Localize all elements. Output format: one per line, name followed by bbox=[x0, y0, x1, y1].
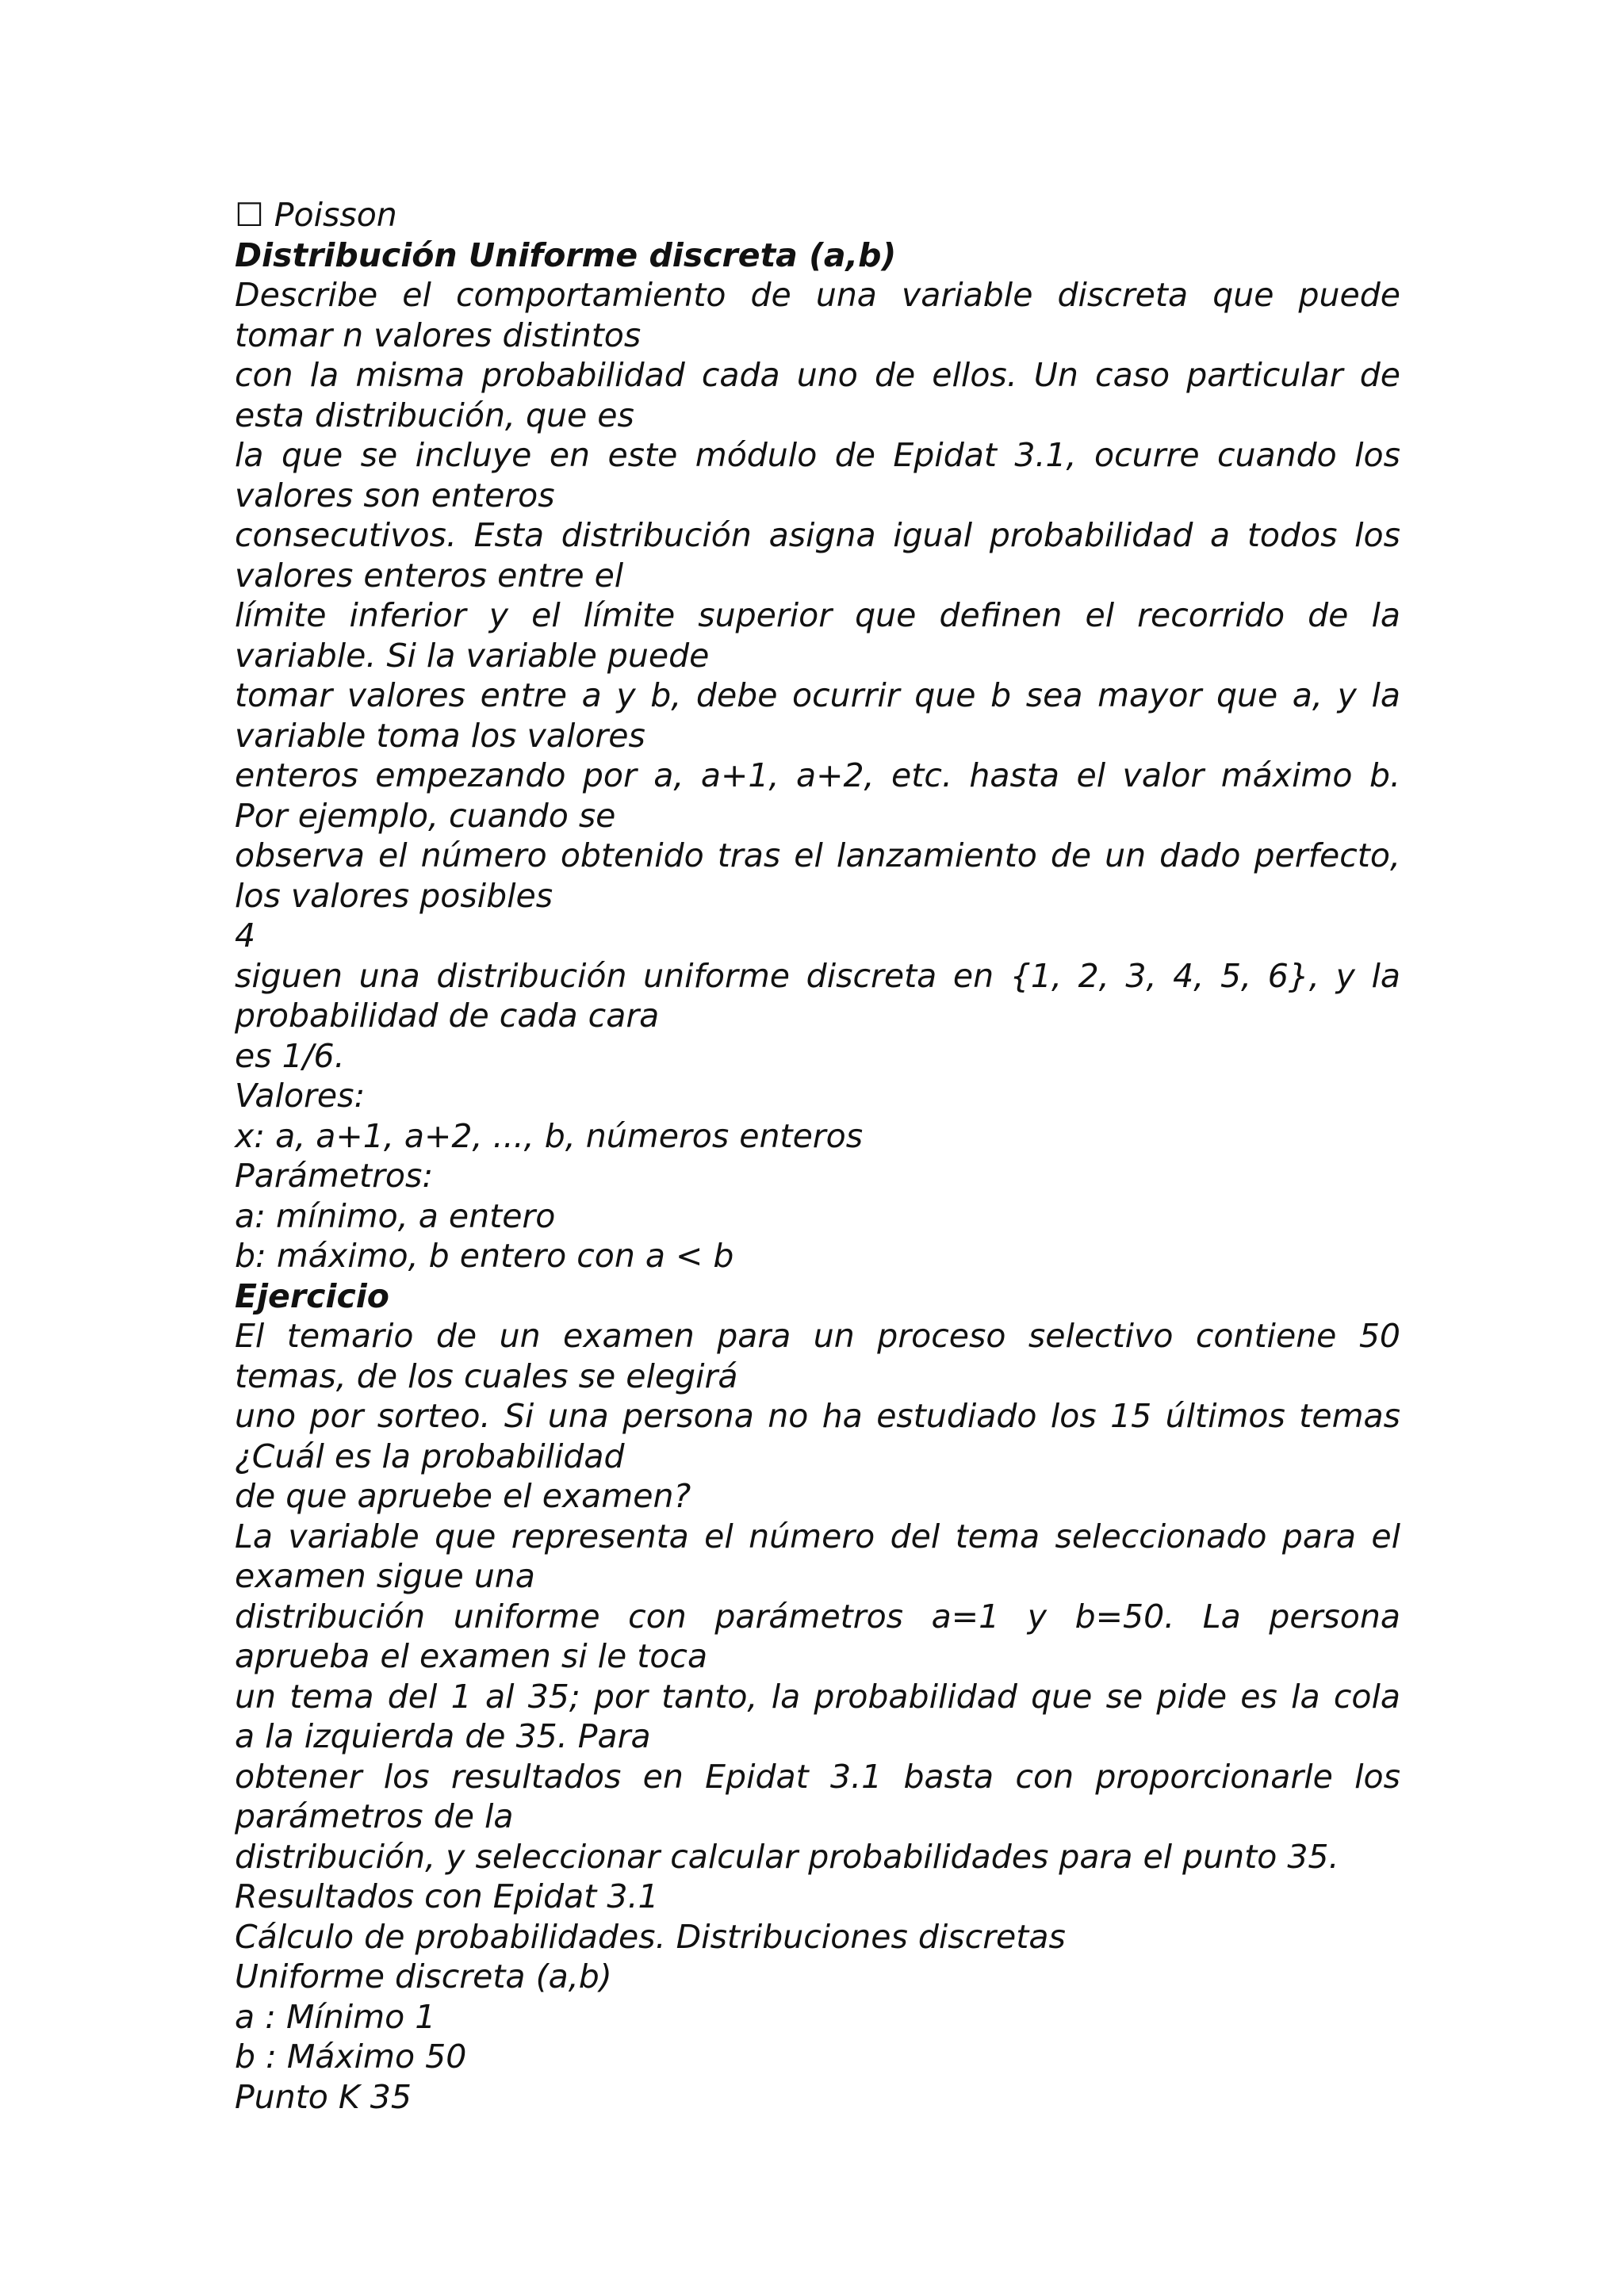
text-line: obtener los resultados en Epidat 3.1 basta con proporcionarle los bbox=[235, 1757, 1400, 1796]
text-line: un tema del 1 al 35; por tanto, la probabilidad que se pide es la cola bbox=[235, 1677, 1400, 1716]
section-heading: Distribución Uniforme discreta (a,b) bbox=[235, 235, 897, 274]
text-line: b : Máximo 50 bbox=[235, 2038, 467, 2076]
text-line: valores son enteros bbox=[235, 476, 555, 515]
text-line: parámetros de la bbox=[235, 1797, 514, 1835]
text-line: límite inferior y el límite superior que definen el recorrido de la bbox=[235, 596, 1400, 634]
text-line: la que se incluye en este módulo de Epidat 3.1, ocurre cuando los bbox=[235, 436, 1400, 474]
text-line: a la izquierda de 35. Para bbox=[235, 1717, 651, 1755]
text-line: examen sigue una bbox=[235, 1557, 535, 1595]
text-line: uno por sorteo. Si una persona no ha estudiado los 15 últimos temas bbox=[235, 1397, 1400, 1435]
text-line: b: máximo, b entero con a < b bbox=[235, 1237, 734, 1275]
text-line: x: a, a+1, a+2, ..., b, números enteros bbox=[235, 1116, 864, 1155]
text-line: de que apruebe el examen? bbox=[235, 1477, 691, 1515]
text-line: consecutivos. Esta distribución asigna igual probabilidad a todos los bbox=[235, 516, 1400, 554]
text-line: Parámetros: bbox=[235, 1157, 434, 1195]
text-line: 4 bbox=[235, 916, 256, 955]
text-line: ¿Cuál es la probabilidad bbox=[235, 1437, 625, 1475]
text-line: aprueba el examen si le toca bbox=[235, 1637, 708, 1675]
text-line: probabilidad de cada cara bbox=[235, 997, 660, 1035]
text-line: observa el número obtenido tras el lanzamiento de un dado perfecto, bbox=[235, 836, 1400, 874]
text-line: enteros empezando por a, a+1, a+2, etc. hasta el valor máximo b. bbox=[235, 756, 1400, 794]
text-line: temas, de los cuales se elegirá bbox=[235, 1357, 738, 1395]
text-line: variable toma los valores bbox=[235, 716, 645, 755]
text-line: valores enteros entre el bbox=[235, 556, 624, 595]
text-line: los valores posibles bbox=[235, 876, 553, 915]
text-line: Punto K 35 bbox=[235, 2077, 412, 2116]
section-heading: Ejercicio bbox=[235, 1276, 389, 1315]
text-line: distribución, y seleccionar calcular probabilidades para el punto 35. bbox=[235, 1837, 1339, 1876]
text-line: tomar valores entre a y b, debe ocurrir que b sea mayor que a, y la bbox=[235, 676, 1400, 714]
text-line: a : Mínimo 1 bbox=[235, 1997, 436, 2036]
text-line: Resultados con Epidat 3.1 bbox=[235, 1877, 659, 1915]
text-line: Uniforme discreta (a,b) bbox=[235, 1957, 612, 1996]
text-line: Por ejemplo, cuando se bbox=[235, 796, 616, 835]
text-line: distribución uniforme con parámetros a=1 y b=50. La persona bbox=[235, 1597, 1400, 1636]
text-line: es 1/6. bbox=[235, 1036, 345, 1075]
text-line: El temario de un examen para un proceso selectivo contiene 50 bbox=[235, 1317, 1400, 1355]
text-line: variable. Si la variable puede bbox=[235, 636, 710, 675]
text-line: tomar n valores distintos bbox=[235, 316, 642, 354]
text-line: siguen una distribución uniforme discreta en {1, 2, 3, 4, 5, 6}, y la bbox=[235, 956, 1400, 995]
text-line: ☐ Poisson bbox=[235, 196, 397, 234]
text-line: Valores: bbox=[235, 1077, 366, 1115]
text-line: Describe el comportamiento de una variable discreta que puede bbox=[235, 276, 1400, 314]
text-line: La variable que representa el número del tema seleccionado para el bbox=[235, 1517, 1400, 1556]
document-body bbox=[235, 195, 1400, 2117]
text-line: con la misma probabilidad cada uno de ellos. Un caso particular de bbox=[235, 356, 1400, 394]
text-line: a: mínimo, a entero bbox=[235, 1196, 556, 1235]
text-line: esta distribución, que es bbox=[235, 396, 634, 434]
text-line: Cálculo de probabilidades. Distribuciones discretas bbox=[235, 1917, 1066, 1956]
